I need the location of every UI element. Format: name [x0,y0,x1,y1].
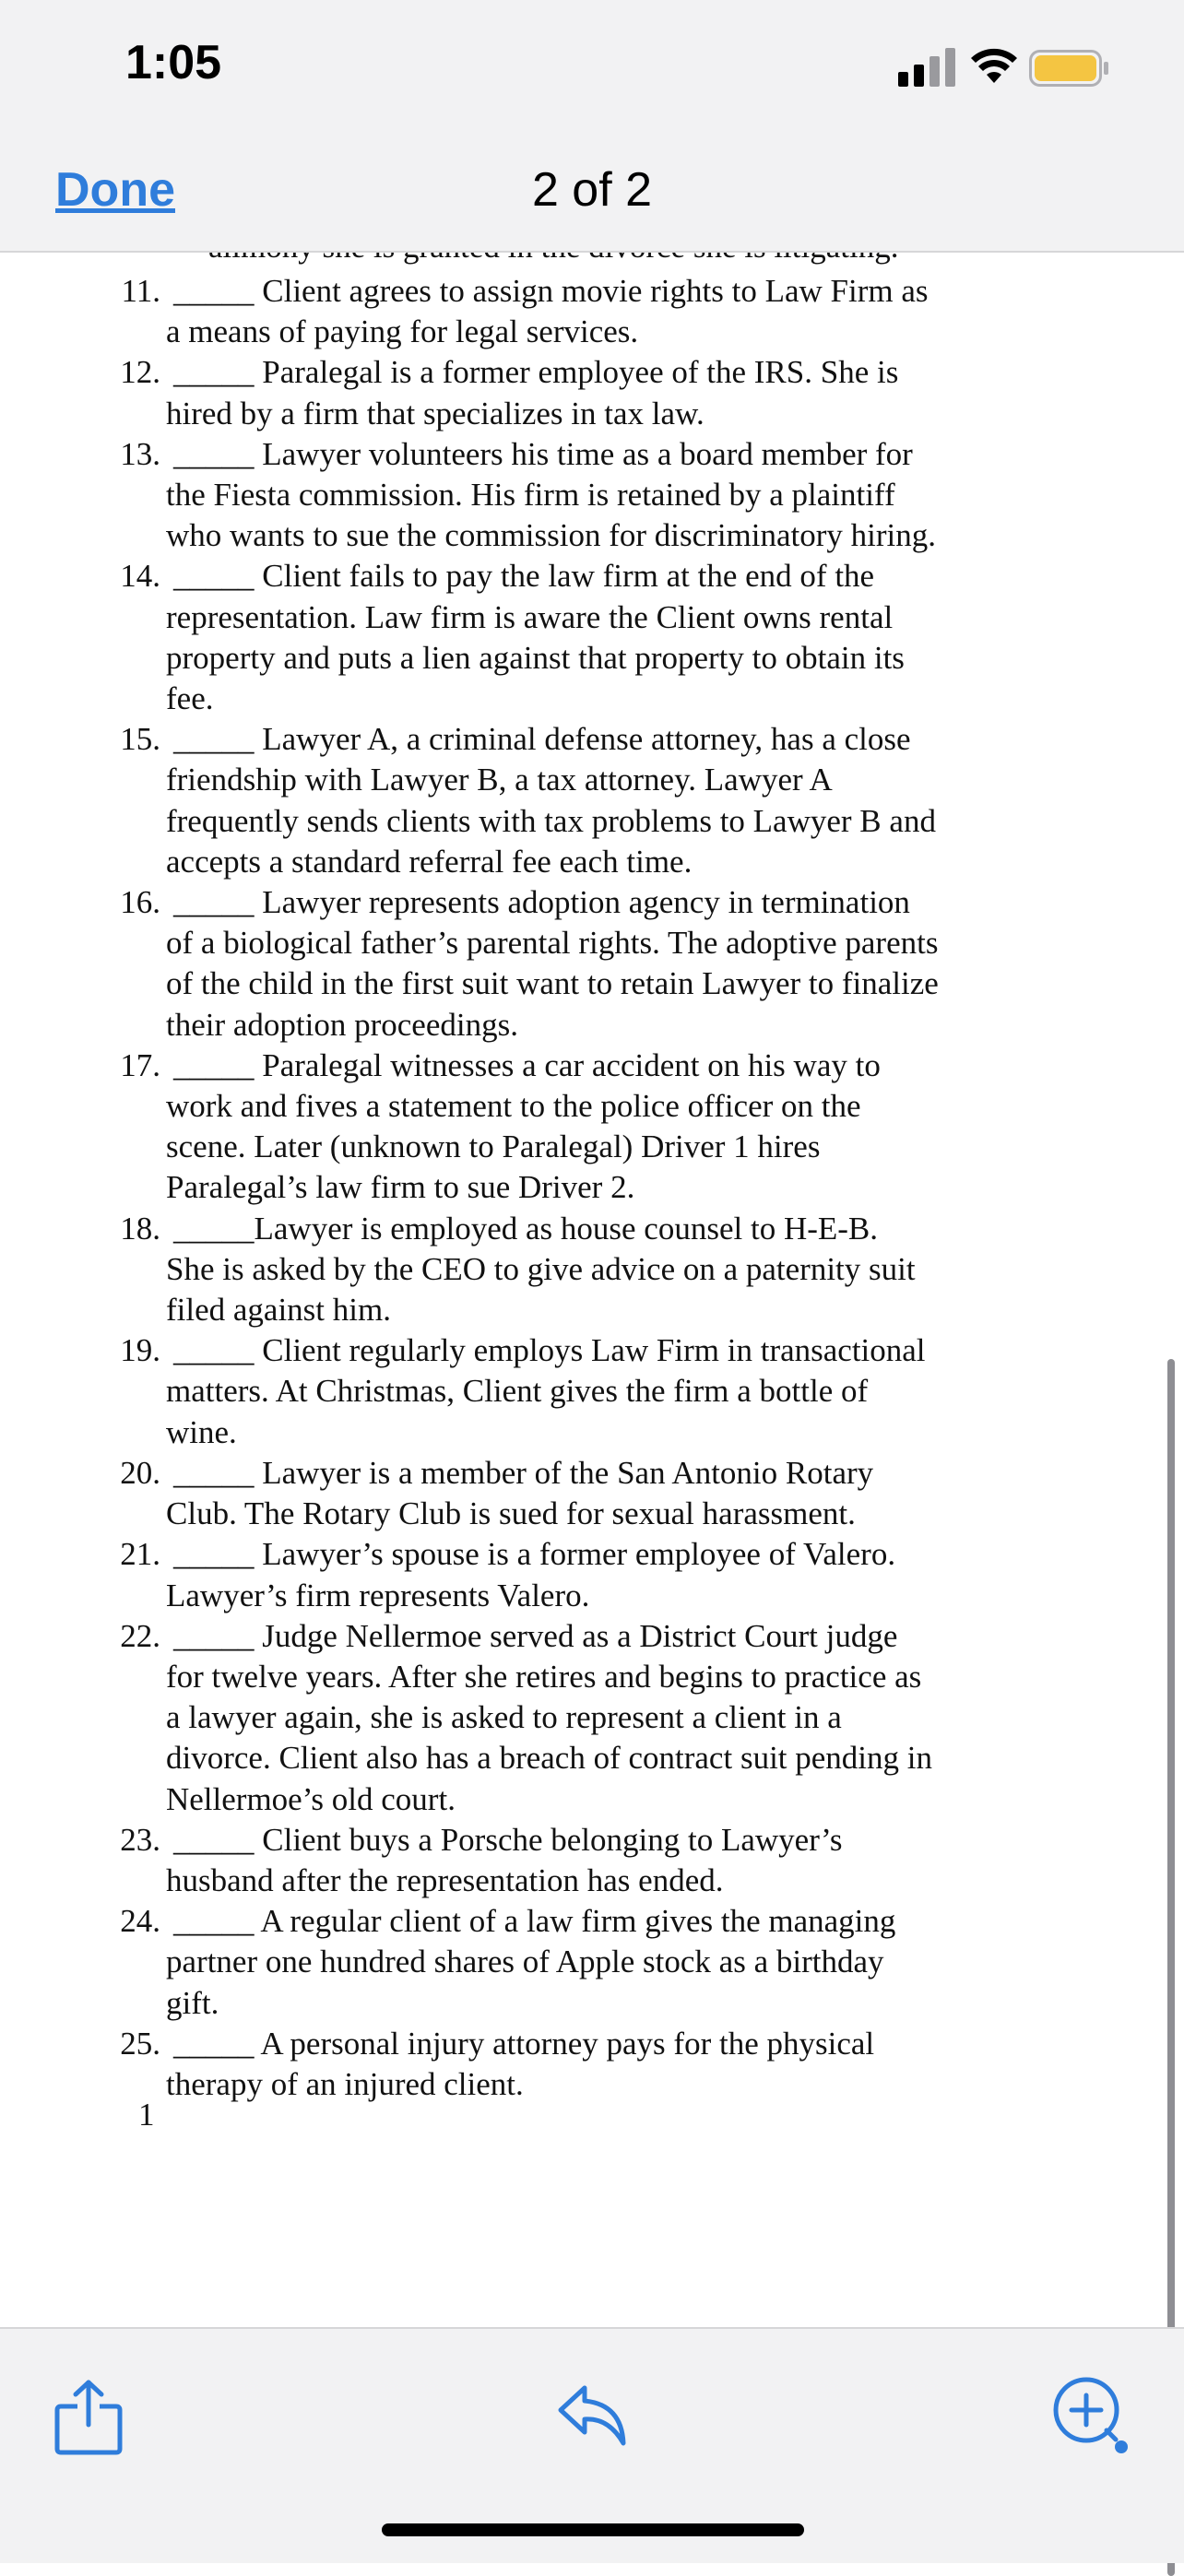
status-time: 1:05 [125,36,222,89]
status-bar [0,0,1184,138]
bottom-toolbar [0,2327,1184,2563]
question-item [0,434,1184,557]
document-page[interactable] [0,253,1184,2327]
question-text [166,434,1031,557]
question-item [0,1616,1184,1820]
question-item [0,1901,1184,2024]
question-number: 24. [120,1903,160,1940]
question-text [166,1901,1031,2024]
question-number: 17. [120,1046,160,1083]
question-line: _____Lawyer is employed as house counsel to H-E-B. [173,1210,879,1247]
question-line: _____ Lawyer represents adoption agency in termination [173,884,910,921]
question-line: husband after the representation has ended. [166,1861,724,1898]
question-text [166,1534,1031,1615]
question-line: _____ A regular client of a law firm gives the managing [173,1903,896,1940]
question-line: their adoption proceedings. [166,1006,518,1043]
question-text [166,271,1031,352]
question-line: _____ Judge Nellermoe served as a District Court judge [173,1617,898,1654]
question-number: 19. [120,1332,160,1369]
question-line: _____ Lawyer A, a criminal defense attorney, has a close [173,721,911,758]
question-line: frequently sends clients with tax problems to Lawyer B and [166,802,936,839]
question-line: _____ Paralegal witnesses a car accident on his way to [173,1046,881,1083]
question-text [166,882,1031,1046]
question-line: Nellermoe’s old court. [166,1780,456,1817]
question-line: wine. [166,1413,237,1450]
cellular-signal-icon [898,48,957,87]
question-text [166,556,1031,719]
question-line: the Fiesta commission. His firm is retained by a plaintiff [166,477,895,514]
question-line: _____ Paralegal is a former employee of the IRS. She is [173,354,899,391]
question-list [0,271,1184,2105]
question-item [0,1453,1184,1534]
battery-icon [1029,50,1110,87]
question-text [166,1046,1031,1209]
question-text [166,1330,1031,1453]
markup-icon[interactable] [1051,2375,1129,2454]
question-text [166,352,1031,433]
question-text [166,719,1031,882]
question-number: 14. [120,558,160,595]
question-line: matters. At Christmas, Client gives the firm a bottle of [166,1373,869,1410]
question-line: of a biological father’s parental rights. The adoptive parents [166,925,939,962]
question-number: 15. [120,721,160,758]
question-line: Paralegal’s law firm to sue Driver 2. [166,1169,635,1206]
reply-icon[interactable] [557,2382,627,2449]
question-line: of the child in the first suit want to retain Lawyer to finalize [166,965,939,1002]
question-item [0,1046,1184,1209]
question-line: _____ Lawyer volunteers his time as a board member for [173,435,913,472]
question-number: 20. [120,1454,160,1491]
question-item [0,719,1184,882]
question-number: 21. [120,1536,160,1573]
question-item [0,352,1184,433]
question-line: a means of paying for legal services. [166,313,639,350]
question-item [0,2024,1184,2105]
question-line: therapy of an injured client. [166,2065,524,2102]
question-line: Lawyer’s firm represents Valero. [166,1577,590,1613]
question-number: 11. [121,273,160,309]
question-line: She is asked by the CEO to give advice on a paternity suit [166,1250,916,1287]
question-number: 25. [120,2025,160,2062]
question-line: gift. [166,1984,219,2021]
question-line: a lawyer again, she is asked to represent a client in a [166,1699,842,1736]
question-line: scene. Later (unknown to Paralegal) Driver 1 hires [166,1128,821,1165]
question-line: divorce. Client also has a breach of contract suit pending in [166,1740,932,1777]
question-text [166,1820,1031,1901]
question-line: _____ Lawyer’s spouse is a former employee of Valero. [173,1536,896,1573]
home-indicator[interactable] [382,2523,804,2536]
question-line: fee. [166,680,214,717]
question-line: Club. The Rotary Club is sued for sexual harassment. [166,1495,856,1532]
question-item [0,556,1184,719]
question-item [0,1820,1184,1901]
question-line: _____ Lawyer is a member of the San Antonio Rotary [173,1454,874,1491]
question-item [0,1534,1184,1615]
question-line: hired by a firm that specializes in tax law. [166,395,704,431]
question-line: _____ Client regularly employs Law Firm in transactional [173,1332,926,1369]
page-indicator: 2 of 2 [531,163,653,217]
question-line: partner one hundred shares of Apple stock as a birthday [166,1944,884,1980]
question-line: for twelve years. After she retires and begins to practice as [166,1658,922,1695]
question-line: _____ A personal injury attorney pays for the physical [173,2025,875,2062]
done-button[interactable]: Done [55,163,175,217]
nav-bar [0,138,1184,253]
question-line: filed against him. [166,1292,391,1329]
question-line: property and puts a lien against that property to obtain its [166,639,905,676]
question-line: who wants to sue the commission for discriminatory hiring. [166,517,937,554]
question-item [0,882,1184,1046]
share-icon[interactable] [53,2379,124,2456]
page-number: 1 [138,2097,155,2133]
question-line: friendship with Lawyer B, a tax attorney. Lawyer A [166,762,833,798]
question-line: work and fives a statement to the police officer on the [166,1088,861,1125]
question-line: representation. Law firm is aware the Client owns rental [166,598,894,635]
question-item [0,271,1184,352]
question-text [166,1616,1031,1820]
question-line: accepts a standard referral fee each time. [166,843,693,880]
question-text [166,2024,1031,2105]
question-text [166,1209,1031,1331]
question-number: 16. [120,884,160,921]
question-number: 22. [120,1617,160,1654]
question-number: 23. [120,1821,160,1858]
question-item [0,1330,1184,1453]
question-number: 18. [120,1210,160,1247]
question-number: 12. [120,354,160,391]
wifi-icon [970,46,1018,85]
question-line: _____ Client agrees to assign movie rights to Law Firm as [173,273,929,309]
question-line: _____ Client buys a Porsche belonging to Lawyer’s [173,1821,843,1858]
question-item [0,1209,1184,1331]
question-line: _____ Client fails to pay the law firm at the end of the [173,558,875,595]
question-text [166,1453,1031,1534]
question-number: 13. [120,435,160,472]
